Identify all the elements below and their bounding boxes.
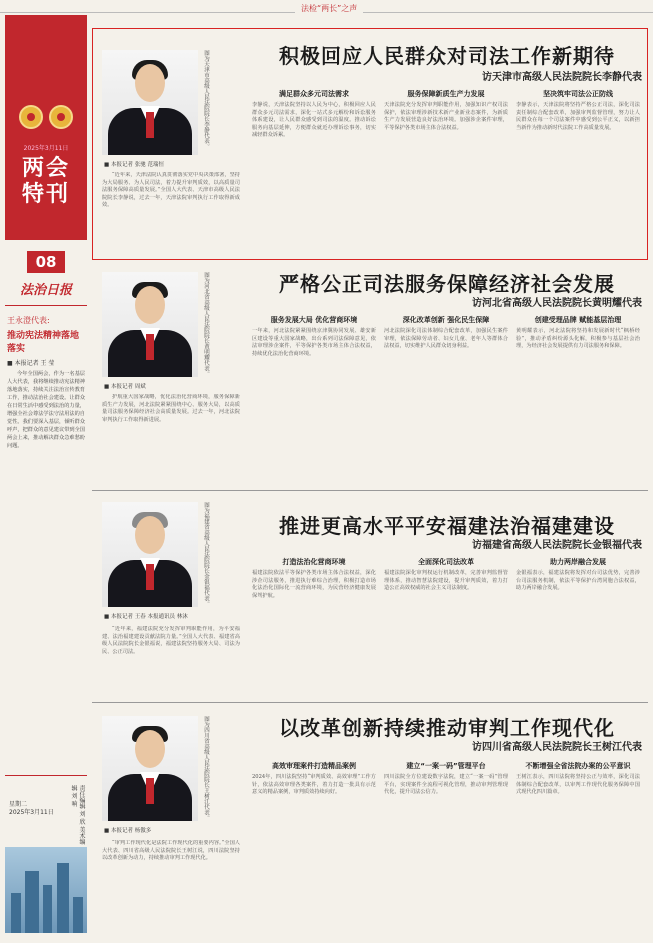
city-skyline-image xyxy=(5,847,87,933)
sidebar-article-text: 今年全国两会，作为一名基层人大代表，我将继续推动宪法精神落地落实，持续关注法治宣传教育工作，推动法治社会建设。让群众在日常生活中感受到法治的力量，增强全社会尊法学法守法用法的自觉性。我们要深入基层，倾听群众呼声，把群众的意见建议带到全国两会上来，推动解决群众急难愁盼问题。 xyxy=(7,371,85,449)
article-subtitle: 访河北省高级人民法院院长黄明耀代表 xyxy=(472,298,642,309)
column-banner: 法检“两长”之声 xyxy=(295,3,363,14)
lead-paragraph: “审判工作现代化是法院工作现代化的重要内容。”全国人大代表、四川省高级人民法院院长王树江说，四川法院坚持以改革创新为动力，持续推动审判工作现代化。 xyxy=(102,840,240,862)
lead-paragraph: “近年来，天津法院认真贯彻落实党中央决策部署，坚持为大局服务、为人民司法，着力提升审判质效，以高质量司法服务保障高质量发展。”全国人大代表、天津市高级人民法院院长李静说，过去一年，天津法院审判执行工作取得新成效。 xyxy=(102,172,240,209)
article-title: 积极回应人民群众对司法工作新期待 xyxy=(279,44,615,68)
section-heading: 打造法治化营商环境 xyxy=(282,558,346,566)
article-4 xyxy=(92,706,648,936)
article-column xyxy=(252,554,376,696)
article-column xyxy=(384,312,508,482)
article-column xyxy=(384,86,508,256)
column-text: 福建法院深化审判权运行机制改革，完善审判监督管理体系，推动智慧法院建设，提升审判质效，着力打造公正高效权威的社会主义司法制度。 xyxy=(384,570,508,592)
page-number: 08 xyxy=(27,251,65,273)
section-heading: 服务保障新质生产力发展 xyxy=(407,90,485,98)
section-heading: 全面深化司法改革 xyxy=(418,558,474,566)
photo-caption: 图为天津市高级人民法院院长李静代表。 xyxy=(203,50,209,149)
article-column xyxy=(384,758,508,932)
sidebar-rule xyxy=(5,775,87,776)
article-subtitle: 访福建省高级人民法院院长金银福代表 xyxy=(472,540,642,551)
article-column xyxy=(516,86,640,256)
sidebar-reporter: ■ 本报记者 王 莹 xyxy=(7,360,55,367)
sidebar-article-title: 推动宪法精神落地落实 xyxy=(7,331,80,354)
article-divider xyxy=(92,702,648,703)
top-strip xyxy=(0,0,653,26)
article-1 xyxy=(92,28,648,260)
section-heading: 服务发展大局 优化营商环境 xyxy=(270,316,358,324)
column-text: 李静表示，天津法院将坚持严格公正司法，深化司法责任制综合配套改革，加强审判监督管理，努力让人民群众在每一个司法案件中感受到公平正义，以新担当新作为推动新时代法院工作高质量发展。 xyxy=(516,102,640,131)
article-divider xyxy=(92,490,648,491)
special-issue-block xyxy=(5,15,87,240)
article-title: 以改革创新持续推动审判工作现代化 xyxy=(279,716,615,740)
sidebar-rule xyxy=(5,305,87,306)
reporter-credit: ■ 本报记者 周斌 xyxy=(104,384,146,390)
article-column xyxy=(516,554,640,696)
column-text: 四川法院全方位建设数字法院，建立“一案一码”管理平台，实现案件全流程可视化管理，推动审判管理现代化，提升司法公信力。 xyxy=(384,774,508,796)
section-heading: 坚决筑牢司法公正防线 xyxy=(543,90,613,98)
article-2 xyxy=(92,264,648,486)
column-text: 2024年，四川法院坚持“审判质效、高效审理”工作方针，依法高效审理各类案件，着力打造一批具有示范意义的精品案例，审判质效持续向好。 xyxy=(252,774,376,796)
editor-credits: 责任编辑 刘 欣 美术编辑 刘 响 xyxy=(70,785,85,845)
sidebar-article-kicker: 王永澄代表: xyxy=(7,316,50,325)
section-heading: 创建受理品牌 赋能基层治理 xyxy=(534,316,622,324)
column-text: 一年来，河北法院紧紧围绕京津冀协同发展、雄安新区建设等重大国家战略，出台系列司法保障意见，依法审理涉企案件，平等保护各类市场主体合法权益，持续优化法治化营商环境。 xyxy=(252,328,376,357)
article-subtitle: 访天津市高级人民法院院长李静代表 xyxy=(482,72,642,83)
reporter-credit: ■ 本报记者 张驰 范瑞恒 xyxy=(104,162,164,168)
sidebar xyxy=(5,15,87,933)
article-column xyxy=(252,312,376,482)
article-title: 严格公正司法服务保障经济社会发展 xyxy=(279,272,615,296)
column-text: 河北法院深化司法体制综合配套改革，加强民生案件审理，依法保障劳动者、妇女儿童、老年人等群体合法权益，切实维护人民群众切身利益。 xyxy=(384,328,508,350)
lead-paragraph: “近年来，福建法院充分发挥审判职能作用，为平安福建、法治福建建设贡献法院力量。”全国人大代表、福建省高级人民法院院长金银福说，福建法院坚持服务大局、司法为民、公正司法。 xyxy=(102,626,240,655)
section-heading: 深化改革创新 强化民生保障 xyxy=(402,316,490,324)
newspaper-name: 法治日报 xyxy=(19,283,72,298)
portrait-photo xyxy=(102,716,198,821)
article-column xyxy=(384,554,508,696)
issue-date-small: 2025年3月11日 xyxy=(23,145,69,152)
portrait-photo xyxy=(102,50,198,155)
article-column xyxy=(516,312,640,482)
article-title: 推进更高水平平安福建法治福建建设 xyxy=(279,514,615,538)
special-issue-title: 两会特刊 xyxy=(21,155,70,207)
section-heading: 建立“一案一码”管理平台 xyxy=(406,762,486,770)
national-emblem-icon xyxy=(49,105,73,129)
column-text: 黄明耀表示，河北法院将坚持和发展新时代“枫桥经验”，推动矛盾纠纷源头化解，积极参与基层社会治理，为经济社会发展提供有力司法服务和保障。 xyxy=(516,328,640,350)
photo-caption: 图为福建省高级人民法院院长金银福代表。 xyxy=(203,502,209,607)
section-heading: 助力两岸融合发展 xyxy=(550,558,606,566)
photo-caption: 图为四川省高级人民法院院长王树江代表。 xyxy=(203,716,209,821)
column-text: 天津法院充分发挥审判职能作用，加强知识产权司法保护，依法审理涉新技术新产业新业态案件，为新质生产力发展营造良好法治环境。加强涉企案件审理，平等保护各类市场主体合法权益。 xyxy=(384,102,508,131)
photo-caption: 图为河北省高级人民法院院长黄明耀代表。 xyxy=(203,272,209,377)
issue-date-block: 星期二 2025年3月11日 xyxy=(9,801,54,816)
article-3 xyxy=(92,494,648,700)
article-column xyxy=(252,86,376,256)
article-column xyxy=(252,758,376,932)
column-text: 李静说，天津法院坚持以人民为中心，积极回应人民群众多元司法需求，深化一站式多元解纷和诉讼服务体系建设，让人民群众感受到司法的温度。推动诉讼服务向基层延伸，方便群众就近办理诉讼事务，切实减轻群众诉累。 xyxy=(252,102,376,139)
section-heading: 满足群众多元司法需求 xyxy=(279,90,349,98)
sidebar-article xyxy=(7,315,85,685)
section-heading: 不断增强全省法院办案的公平意识 xyxy=(525,762,631,770)
portrait-photo xyxy=(102,502,198,607)
column-text: 王树江表示，四川法院将坚持公正与效率，深化司法体制综合配套改革，以审判工作现代化服务保障中国式现代化四川篇章。 xyxy=(516,774,640,796)
lead-paragraph: 护航重大国家战略，优化法治化营商环境，服务保障新质生产力发展，河北法院紧紧围绕中心、服务大局，以高质量司法服务保障经济社会高质量发展。过去一年，河北法院审判执行工作取得新进展。 xyxy=(102,394,240,423)
article-column xyxy=(516,758,640,932)
article-subtitle: 访四川省高级人民法院院长王树江代表 xyxy=(472,742,642,753)
party-emblem-icon xyxy=(19,105,43,129)
column-text: 金银福表示，福建法院将发挥对台司法优势，完善涉台司法服务机制，依法平等保护台湾同胞合法权益，助力两岸融合发展。 xyxy=(516,570,640,592)
section-heading: 高效审理案件打造精品案例 xyxy=(272,762,356,770)
reporter-credit: ■ 本报记者 杨傲多 xyxy=(104,828,152,834)
column-text: 福建法院依法平等保护各类市场主体合法权益，深化涉企司法服务，推进执行难综合治理，积极打造市场化法治化国际化一流营商环境，为民营经济健康发展保驾护航。 xyxy=(252,570,376,599)
reporter-credit: ■ 本报记者 王春 本报通讯员 林沐 xyxy=(104,614,188,620)
portrait-photo xyxy=(102,272,198,377)
